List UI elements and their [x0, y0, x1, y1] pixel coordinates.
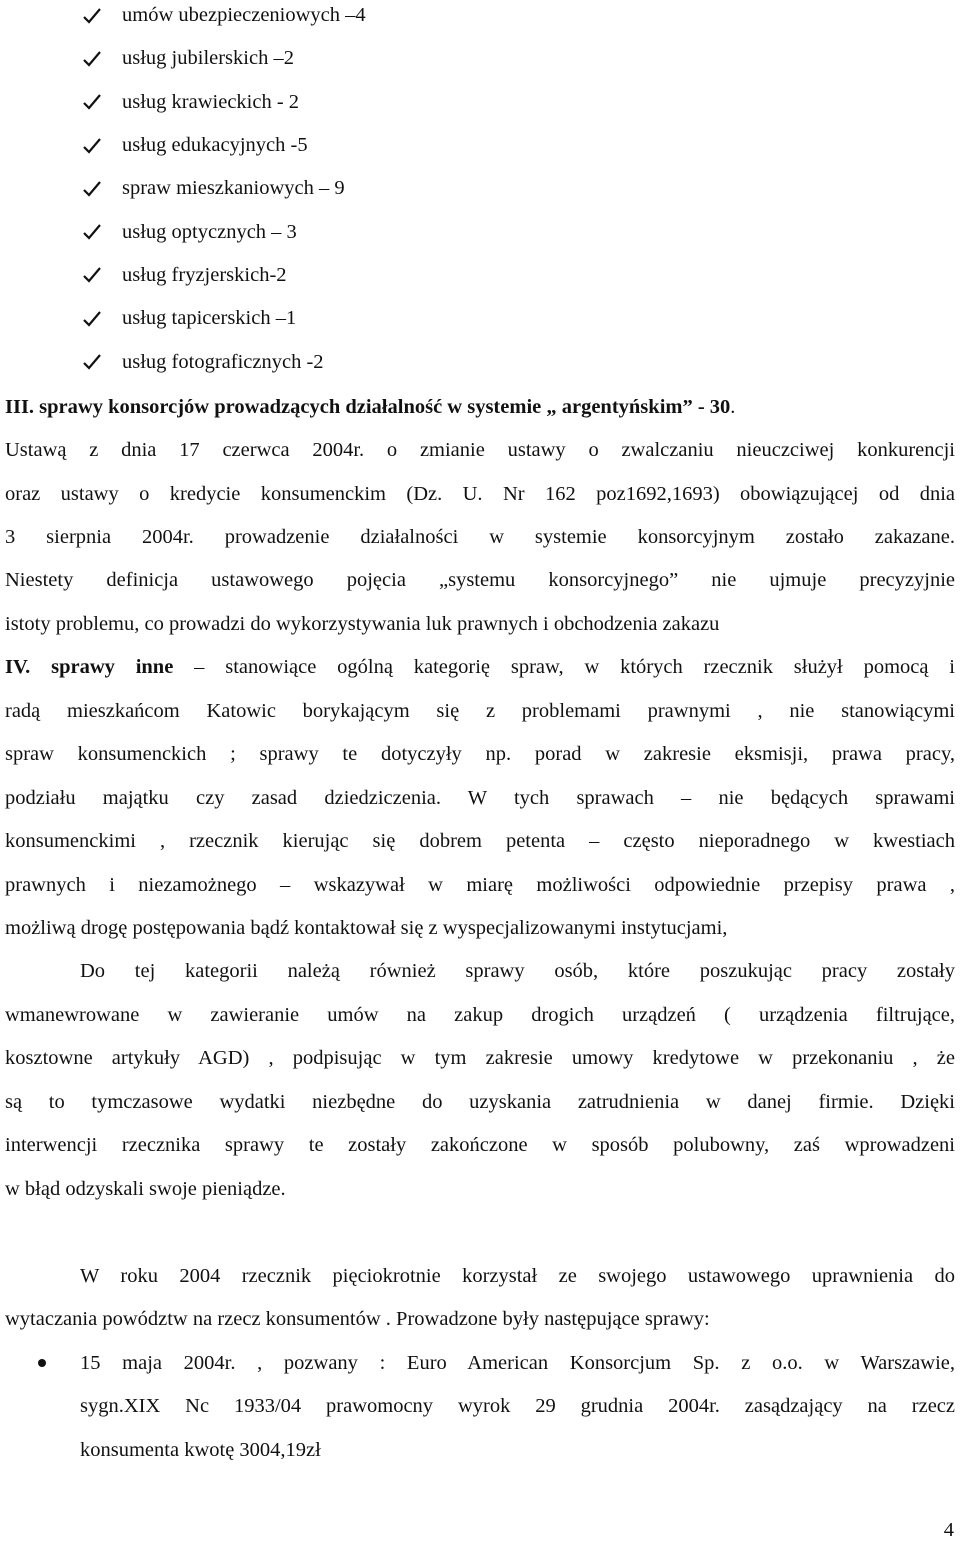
checkmark-icon [82, 309, 122, 329]
section-3-line: Ustawą z dnia 17 czerwca 2004r. o zmianie ustawy o zwalczaniu nieuczciwej konkurencji [5, 439, 955, 461]
checkmark-icon [82, 49, 122, 69]
checklist [82, 0, 366, 384]
section-4-line: prawnych i niezamożnego – wskazywał w miarę możliwości odpowiednie przepisy prawa , [5, 874, 955, 896]
section-3-line: oraz ustawy o kredycie konsumenckim (Dz. U. Nr 162 poz1692,1693) obowiązującej od dnia [5, 483, 955, 505]
checklist-item-text: usług edukacyjnych -5 [122, 134, 308, 157]
section-4-line: możliwą drogę postępowania bądź kontaktował się z wyspecjalizowanymi instytucjami, [5, 917, 728, 939]
category-paragraph-line: są to tymczasowe wydatki niezbędne do uzyskania zatrudnienia w danej firmie. Dzięki [5, 1091, 955, 1113]
section-4-line: konsumenckimi , rzecznik kierując się dobrem petenta – często nieporadnego w kwestiach [5, 830, 955, 852]
checklist-item [82, 124, 366, 167]
checklist-item [82, 0, 366, 37]
section-4-line: radą mieszkańcom Katowic borykającym się z problemami prawnymi , nie stanowiącymi [5, 700, 955, 722]
checklist-item [82, 167, 366, 210]
checkmark-icon [82, 222, 122, 242]
category-paragraph-line: Do tej kategorii należą również sprawy osób, które poszukując pracy zostały [80, 960, 955, 982]
checklist-item [82, 37, 366, 80]
section-3-line: Niestety definicja ustawowego pojęcia „systemu konsorcyjnego” nie ujmuje precyzyjnie [5, 569, 955, 591]
checkmark-icon [82, 6, 122, 26]
section-4-title: IV. sprawy inne [5, 656, 174, 678]
lawsuit-item-line: konsumenta kwotę 3004,19zł [80, 1439, 321, 1461]
checkmark-icon [82, 352, 122, 372]
section-3-line: istoty problemu, co prowadzi do wykorzystywania luk prawnych i obchodzenia zakazu [5, 613, 720, 635]
section-4-line: spraw konsumenckich ; sprawy te dotyczyły np. porad w zakresie eksmisji, prawa pracy, [5, 743, 955, 765]
page-number: 4 [943, 1519, 954, 1541]
lawsuit-item-line: 15 maja 2004r. , pozwany : Euro American Konsorcjum Sp. z o.o. w Warszawie, [80, 1352, 955, 1374]
checklist-item-text: spraw mieszkaniowych – 9 [122, 177, 345, 200]
checklist-item-text: usług tapicerskich –1 [122, 307, 297, 330]
category-paragraph-line: w błąd odzyskali swoje pieniądze. [5, 1178, 286, 1200]
checklist-item-text: usług optycznych – 3 [122, 220, 297, 243]
category-paragraph-line: kosztowne artykuły AGD) , podpisując w tym zakresie umowy kredytowe w przekonaniu , że [5, 1047, 955, 1069]
checklist-item [82, 210, 366, 253]
checklist-item-text: usług fotograficznych -2 [122, 350, 324, 373]
checklist-item [82, 81, 366, 124]
checkmark-icon [82, 179, 122, 199]
section-4-line: podziału majątku czy zasad dziedziczenia. W tych sprawach – nie będących sprawami [5, 787, 955, 809]
lawsuits-paragraph-line: W roku 2004 rzecznik pięciokrotnie korzystał ze swojego ustawowego uprawnienia do [80, 1265, 955, 1287]
category-paragraph-line: wmanewrowane w zawieranie umów na zakup drogich urządzeń ( urządzenia filtrujące, [5, 1004, 955, 1026]
bullet-dot-icon [38, 1359, 46, 1367]
checklist-item-text: usług krawieckich - 2 [122, 90, 300, 113]
checklist-item [82, 297, 366, 340]
checklist-item-text: usług jubilerskich –2 [122, 47, 294, 70]
checklist-item [82, 254, 366, 297]
lawsuit-item-line: sygn.XIX Nc 1933/04 prawomocny wyrok 29 grudnia 2004r. zasądzający na rzecz [80, 1395, 955, 1417]
section-3-line: 3 sierpnia 2004r. prowadzenie działalności w systemie konsorcyjnym zostało zakazane. [5, 526, 955, 548]
section-4-first-line: IV. sprawy inne – stanowiące ogólną kategorię spraw, w których rzecznik służył pomocą i [5, 656, 956, 678]
checkmark-icon [82, 265, 122, 285]
checklist-item [82, 340, 366, 383]
section-3-heading: III. sprawy konsorcjów prowadzących działalność w systemie „ argentyńskim” - 30. [5, 396, 736, 418]
checklist-item-text: umów ubezpieczeniowych –4 [122, 4, 366, 27]
section-3-title: III. sprawy konsorcjów prowadzących działalność w systemie „ argentyńskim” - 30 [5, 396, 731, 418]
category-paragraph-line: interwencji rzecznika sprawy te zostały zakończone w sposób polubowny, zaś wprowadzeni [5, 1134, 955, 1156]
checkmark-icon [82, 92, 122, 112]
checklist-item-text: usług fryzjerskich-2 [122, 263, 287, 286]
checkmark-icon [82, 136, 122, 156]
lawsuits-paragraph-line: wytaczania powództw na rzecz konsumentów . Prowadzone były następujące sprawy: [5, 1308, 710, 1330]
